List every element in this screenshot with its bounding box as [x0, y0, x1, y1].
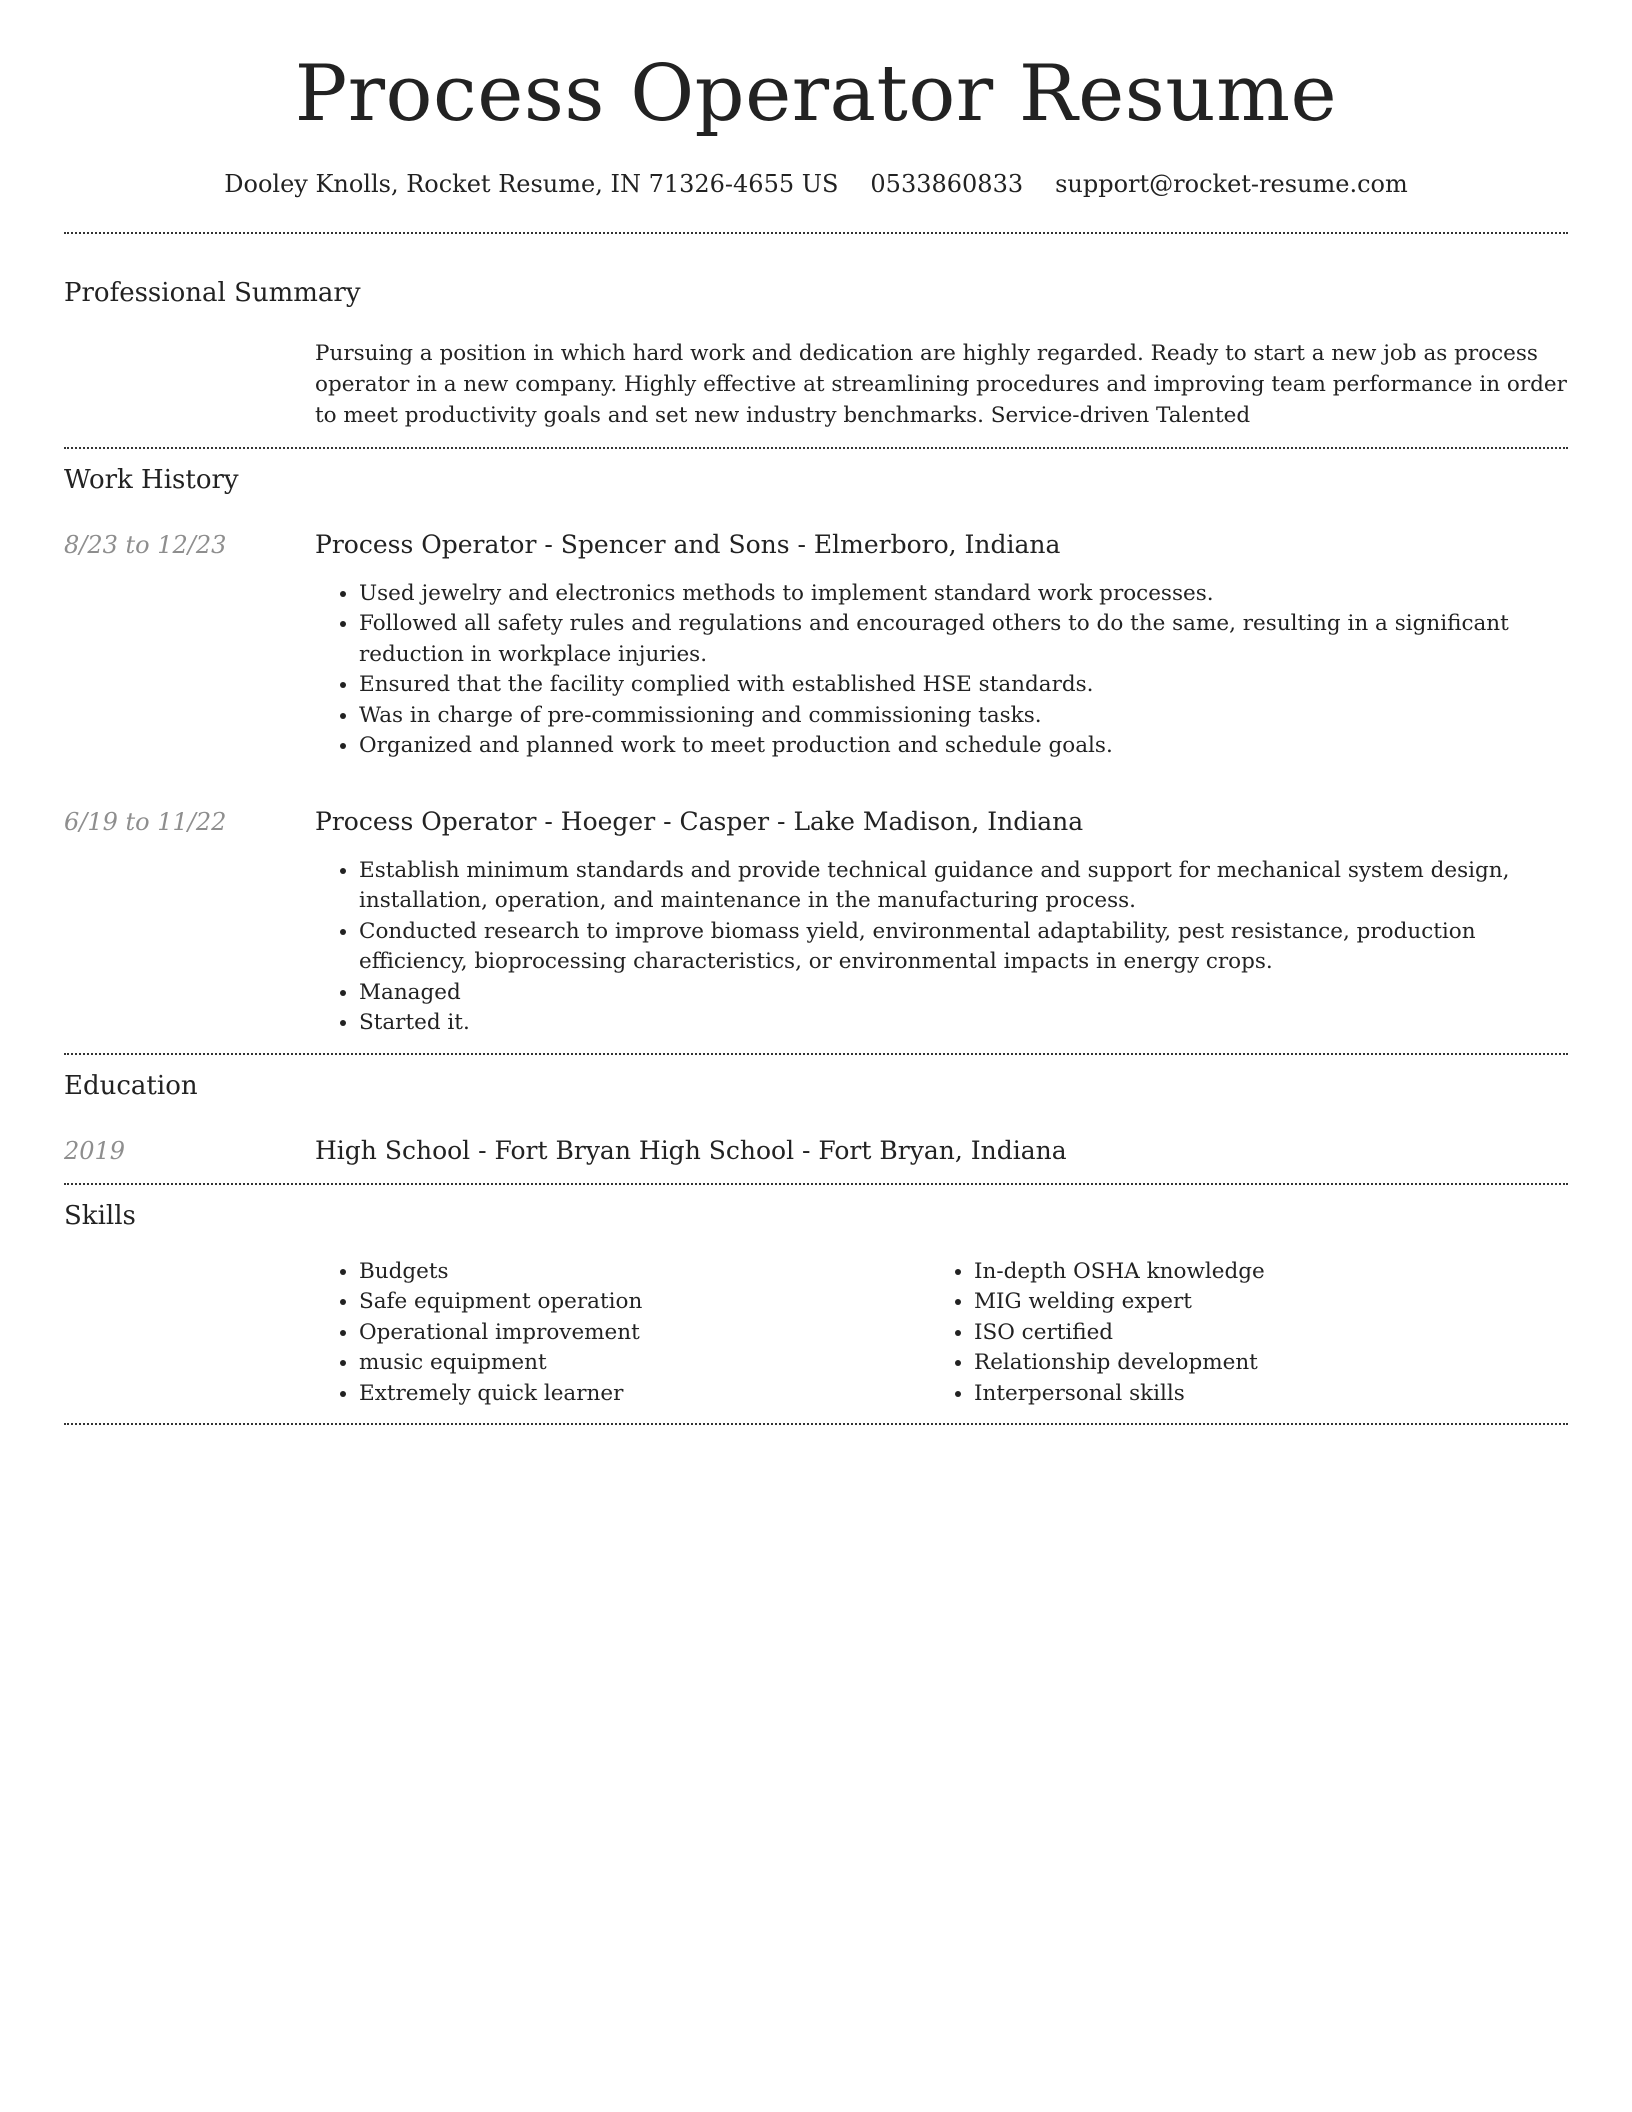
list-item: • Relationship development [974, 1348, 1545, 1379]
list-item: • Interpersonal skills [974, 1379, 1545, 1410]
list-item: • Operational improvement [359, 1318, 930, 1349]
work-bullets [315, 856, 1568, 1039]
education-section [64, 1055, 1568, 1167]
resume-title: Process Operator Resume [294, 49, 1338, 139]
list-item: • MIG welding expert [974, 1287, 1545, 1318]
contact-line [64, 170, 1568, 198]
work-entry-body [315, 529, 1568, 762]
list-item: • Establish minimum standards and provide technical guidance and support for mechanical system design, installation, operation, and maintenance in the manufacturing process. [359, 856, 1568, 917]
skills-divider [64, 1423, 1568, 1425]
contact-phone: 0533860833 [870, 169, 1024, 198]
list-item: • Started it. [359, 1008, 1568, 1039]
work-dates: 6/19 to 11/22 [64, 807, 227, 836]
work-dates: 8/23 to 12/23 [64, 530, 227, 559]
work-entry-body [315, 806, 1568, 1039]
contact-address: Dooley Knolls, Rocket Resume, IN 71326-4655 US [224, 169, 839, 198]
skills-column-left [315, 1257, 930, 1410]
list-item: • Ensured that the facility complied with established HSE standards. [359, 670, 1568, 701]
work-entry [64, 806, 1568, 1039]
list-item: • ISO certified [974, 1318, 1545, 1349]
list-item: • Followed all safety rules and regulations and encouraged others to do the same, resulting in a significant reduction in workplace injuries. [359, 609, 1568, 670]
work-title: Process Operator - Hoeger - Casper - Lake Madison, Indiana [315, 806, 1084, 836]
summary-text: Pursuing a position in which hard work and dedication are highly regarded. Ready to start a new job as process operator in a new company. Highly effective at streamlining procedures and improving team performance in order to meet productivity goals and set new industry benchmarks. Service-driven Talented [315, 340, 1567, 428]
list-item: • Conducted research to improve biomass yield, environmental adaptability, pest resistance, production efficiency, bioprocessing characteristics, or environmental impacts in energy crops. [359, 917, 1568, 978]
list-item: • Budgets [359, 1257, 930, 1288]
summary-section [64, 234, 1568, 431]
education-date: 2019 [64, 1136, 126, 1165]
skills-section [64, 1185, 1568, 1410]
education-entry-body [315, 1135, 1568, 1167]
work-heading: Work History [64, 464, 239, 495]
skills-heading: Skills [64, 1200, 136, 1231]
work-bullets [315, 579, 1568, 762]
summary-heading: Professional Summary [64, 277, 361, 308]
list-item: • Used jewelry and electronics methods to implement standard work processes. [359, 579, 1568, 610]
list-item: • Extremely quick learner [359, 1379, 930, 1410]
education-title: High School - Fort Bryan High School - Fort Bryan, Indiana [315, 1135, 1067, 1165]
list-item: • Managed [359, 978, 1568, 1009]
contact-email: support@rocket-resume.com [1055, 169, 1408, 198]
work-entry [64, 529, 1568, 762]
skills-list [930, 1257, 1545, 1410]
education-heading: Education [64, 1070, 198, 1101]
skills-grid [315, 1257, 1568, 1410]
work-section [64, 449, 1568, 1053]
list-item: • In-depth OSHA knowledge [974, 1257, 1545, 1288]
education-entry [64, 1135, 1568, 1167]
work-title: Process Operator - Spencer and Sons - Elmerboro, Indiana [315, 529, 1061, 559]
list-item: • Was in charge of pre-commissioning and commissioning tasks. [359, 701, 1568, 732]
list-item: • Organized and planned work to meet production and schedule goals. [359, 731, 1568, 762]
skills-column-right [930, 1257, 1545, 1410]
list-item: • Safe equipment operation [359, 1287, 930, 1318]
list-item: • music equipment [359, 1348, 930, 1379]
skills-list [315, 1257, 930, 1410]
